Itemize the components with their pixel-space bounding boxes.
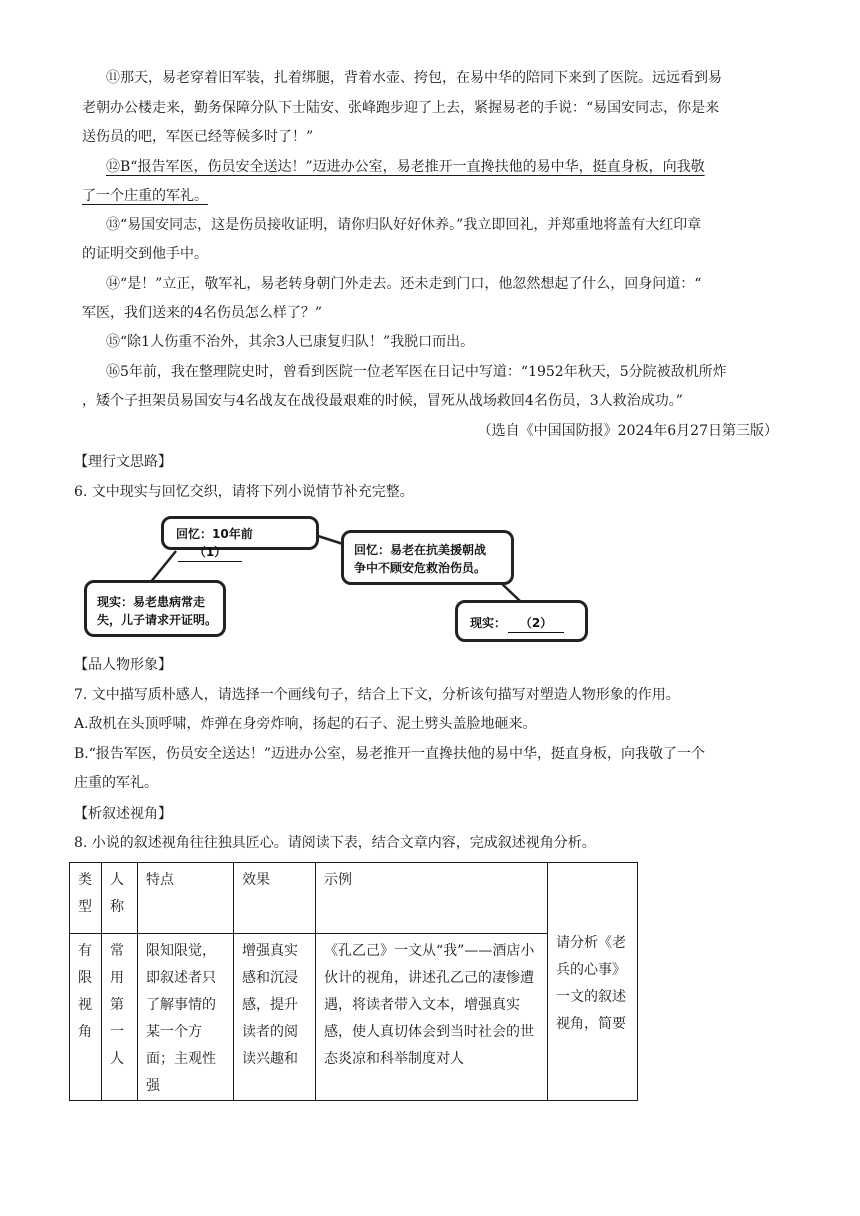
blank-2-label: （2）	[519, 616, 553, 630]
task-cell[interactable]: 请分析《老兵的心事》一文的叙述视角，简要	[548, 863, 638, 1101]
plot-node-reality-2-label: 现实：	[470, 616, 507, 630]
p14-line1: ⑭“是！”立正，敬军礼，易老转身朝门外走去。还未走到门口，他忽然想起了什么，回身问道：“	[106, 276, 702, 292]
header-type: 类型	[70, 863, 102, 934]
option-b-line1: B.“报告军医，伤员安全送达！”迈进办公室，易老推开一直搀扶他的易中华，挺直身板，向我敬了一个	[74, 746, 706, 762]
blank-1[interactable]	[178, 543, 242, 562]
question-6: 6. 文中现实与回忆交织，请将下列小说情节补充完整。	[74, 484, 414, 500]
plot-node-reality-illness	[84, 580, 226, 637]
cell-feature: 限知限觉，即叙述者只了解事情的某一个方面；主观性强	[138, 934, 234, 1101]
blank-1-label: （1）	[193, 545, 227, 559]
question-7: 7. 文中描写质朴感人，请选择一个画线句子，结合上下文，分析该句描写对塑造人物形象的作用。	[74, 687, 680, 703]
cell-effect: 增强真实感和沉浸感，提升读者的阅读兴趣和	[234, 934, 316, 1101]
connector-n1-n2	[318, 536, 343, 544]
p15-line1: ⑮“除1人伤重不治外，其余3人已康复归队！”我脱口而出。	[106, 334, 475, 350]
section-heading-structure: 【理行文思路】	[74, 454, 172, 470]
question-8: 8. 小说的叙述视角往往独具匠心。请阅读下表，结合文章内容，完成叙述视角分析。	[74, 835, 596, 851]
plot-node-memory-10-years-label: 回忆：10年前	[176, 527, 253, 541]
header-person: 人称	[102, 863, 138, 934]
plot-node-memory-korean-war-line2: 争中不顾安危救治伤员。	[354, 561, 487, 575]
p11-line1: ⑪那天，易老穿着旧军装，扎着绑腿，背着水壶、挎包，在易中华的陪同下来到了医院。远远看到易	[106, 70, 722, 86]
plot-node-memory-10-years	[161, 516, 319, 559]
header-example: 示例	[316, 863, 548, 934]
p13-line1: ⑬“易国安同志，这是伤员接收证明，请你归队好好休养。”我立即回礼，并郑重地将盖有大红印章	[106, 217, 702, 233]
option-a: A.敌机在头顶呼啸，炸弹在身旁炸响，扬起的石子、泥土劈头盖脸地砸来。	[74, 716, 537, 732]
section-heading-character: 【品人物形象】	[74, 657, 172, 673]
p13-line2: 的证明交到他手中。	[82, 246, 208, 262]
cell-person: 常用第一人	[102, 934, 138, 1101]
cell-type: 有限视角	[70, 934, 102, 1101]
header-feature: 特点	[138, 863, 234, 934]
connector-n1-n3	[150, 551, 176, 583]
p16-line1: ⑯5年前，我在整理院史时，曾看到医院一位老军医在日记中写道：“1952年秋天，5分院被敌机所炸	[106, 364, 727, 380]
plot-node-reality-illness-line1: 现实：易老患病常走	[97, 595, 206, 609]
p14-line2: 军医，我们送来的4名伤员怎么样了？”	[82, 305, 323, 321]
p11-line3: 送伤员的吧，军医已经等候多时了！”	[82, 129, 314, 145]
p12-line2-underlined: 了一个庄重的军礼。	[82, 188, 208, 204]
source-citation: （选自《中国国防报》2024年6月27日第三版）	[477, 423, 778, 439]
option-b-line2: 庄重的军礼。	[74, 775, 158, 791]
plot-node-memory-korean-war-line1: 回忆：易老在抗美援朝战	[354, 543, 487, 557]
header-effect: 效果	[234, 863, 316, 934]
cell-example: 《孔乙己》一文从“我”——酒店小伙计的视角，讲述孔乙己的凄惨遭遇，将读者带入文本，增强真实感，使人真切体会到当时社会的世态炎凉和科举制度对人	[316, 934, 548, 1101]
plot-node-memory-korean-war	[341, 530, 514, 585]
perspective-table	[69, 862, 638, 1101]
section-heading-perspective: 【析叙述视角】	[74, 806, 172, 822]
plot-node-reality-illness-line2: 失，儿子请求开证明。	[97, 613, 218, 627]
plot-node-reality-2	[455, 600, 588, 642]
blank-2[interactable]	[508, 614, 564, 633]
table-header-row	[70, 863, 638, 934]
p11-line2: 老朝办公楼走来，勤务保障分队下士陆安、张峰跑步迎了上去，紧握易老的手说：“易国安同志，你是来	[82, 100, 720, 116]
p16-line2: ，矮个子担架员易国安与4名战友在战役最艰难的时候，冒死从战场救回4名伤员，3人救治成功。”	[82, 393, 683, 409]
p12-line1-underlined: ⑫B“报告军医，伤员安全送达！”迈进办公室，易老推开一直搀扶他的易中华，挺直身板，向我敬	[106, 159, 705, 175]
